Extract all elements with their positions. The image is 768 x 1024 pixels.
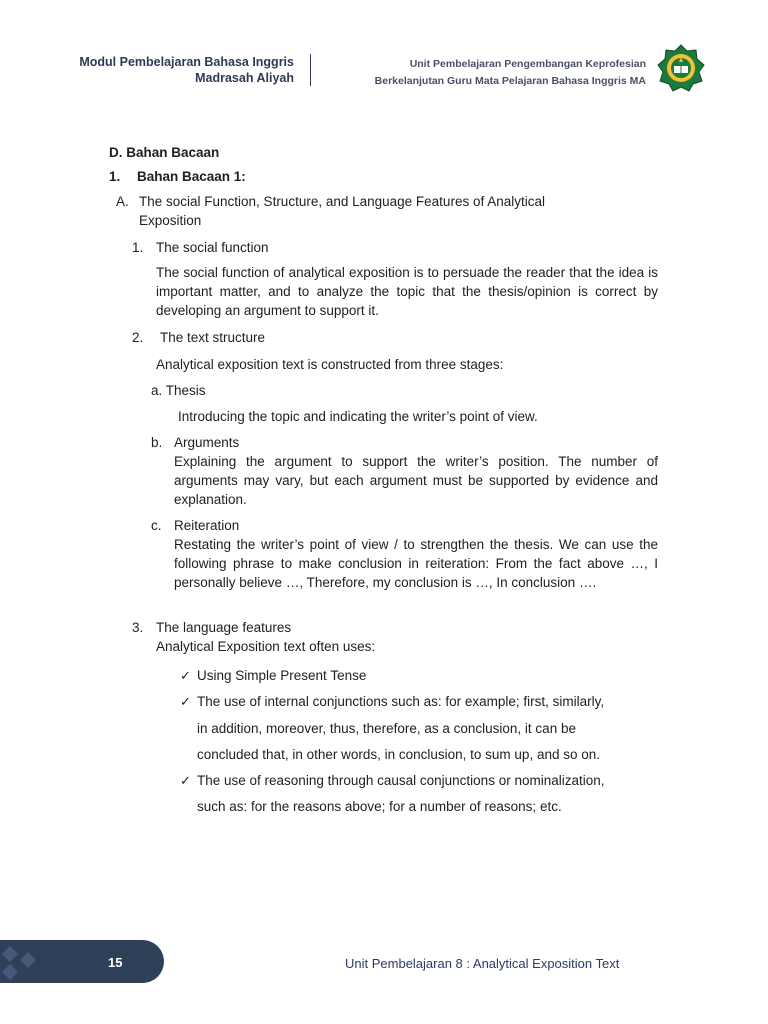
thesis-text: Introducing the topic and indicating the writer’s point of view. <box>178 409 538 424</box>
section-title: D. Bahan Bacaan <box>109 145 220 160</box>
footer-unit-title: Unit Pembelajaran 8 : Analytical Exposition Text <box>345 956 620 971</box>
bullet2-line2: in addition, moreover, thus, therefore, as a conclusion, it can be <box>197 721 576 736</box>
checkmark-icon: ✓ <box>180 694 191 709</box>
header-divider <box>310 54 311 86</box>
bullet2-line1: The use of internal conjunctions such as: for example; first, similarly, <box>197 694 605 709</box>
point3-intro: Analytical Exposition text often uses: <box>156 639 376 654</box>
reiteration-label: Reiteration <box>174 518 240 533</box>
arguments-text: Explaining the argument to support the writer’s position. The number of arguments may vary, but each argument must be supported by evidence and explanation. <box>174 454 658 507</box>
checkmark-icon: ✓ <box>180 773 191 788</box>
bullet1-text: Using Simple Present Tense <box>197 668 367 683</box>
thesis-label: a. Thesis <box>151 383 206 398</box>
point2-title: The text structure <box>160 330 266 345</box>
checkmark-icon: ✓ <box>180 668 191 683</box>
header-unit-line1: Unit Pembelajaran Pengembangan Keprofesian <box>409 58 646 70</box>
header-unit-title <box>330 56 646 90</box>
arguments-label: Arguments <box>174 435 240 450</box>
header-module-line1: Modul Pembelajaran Bahasa Inggris <box>79 55 294 69</box>
header-module-line2: Madrasah Aliyah <box>195 71 294 85</box>
item-a-title-line1: The social Function, Structure, and Language Features of Analytical <box>139 194 545 209</box>
bullet3-line2: such as: for the reasons above; for a number of reasons; etc. <box>197 799 562 814</box>
reiteration-marker: c. <box>151 518 162 533</box>
point2-intro: Analytical exposition text is constructed from three stages: <box>156 357 504 372</box>
page-number: 15 <box>108 955 123 970</box>
item-a-title-line2: Exposition <box>139 213 202 228</box>
header-unit-line2: Berkelanjutan Guru Mata Pelajaran Bahasa Inggris MA <box>374 75 646 87</box>
subsection-title: Bahan Bacaan 1: <box>137 169 246 184</box>
kemenag-logo-icon <box>657 44 705 92</box>
header-module-title <box>79 54 294 86</box>
reiteration-text: Restating the writer’s point of view / to strengthen the thesis. We can use the following phrase to make conclusion in reiteration: From the fact above …, I personally believe …, Therefore, my conclusion is …, In conclusion …. <box>174 537 658 590</box>
point1-number: 1. <box>132 240 144 255</box>
bullet3-line1: The use of reasoning through causal conjunctions or nominalization, <box>197 773 605 788</box>
arguments-marker: b. <box>151 435 163 450</box>
point3-number: 3. <box>132 620 144 635</box>
point1-title: The social function <box>156 240 269 255</box>
point2-number: 2. <box>132 330 144 345</box>
bullet2-line3: concluded that, in other words, in conclusion, to sum up, and so on. <box>197 747 600 762</box>
item-a-marker: A. <box>116 194 129 209</box>
subsection-number: 1. <box>109 169 121 184</box>
point1-paragraph: The social function of analytical exposition is to persuade the reader that the idea is important matter, and to analyze the topic that the thesis/opinion is correct by developing an argument to support it. <box>156 265 658 318</box>
ornament-icon <box>0 942 46 982</box>
point3-title: The language features <box>156 620 292 635</box>
